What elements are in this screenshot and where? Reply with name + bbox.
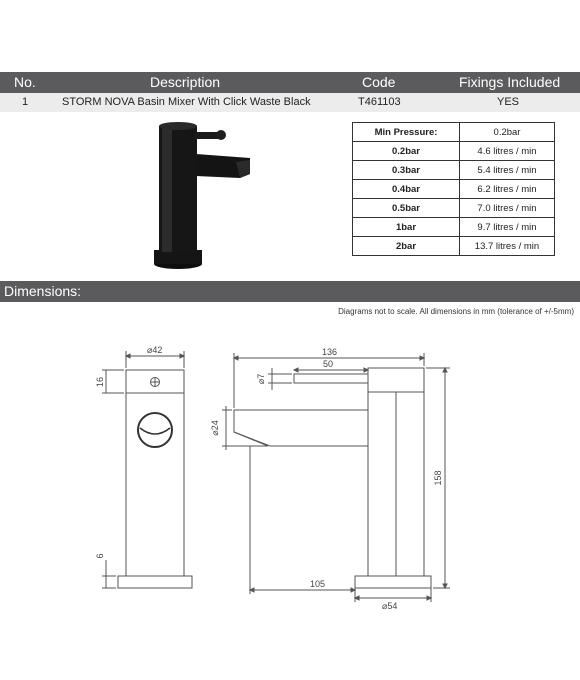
product-code: T461103 <box>358 96 401 108</box>
front-view <box>102 351 192 588</box>
flow-rate: 9.7 litres / min <box>460 218 555 237</box>
flow-rate: 7.0 litres / min <box>460 199 555 218</box>
side-base-dia-label: ⌀54 <box>382 601 398 611</box>
flow-rate: 6.2 litres / min <box>460 180 555 199</box>
side-handle-length-label: 50 <box>323 359 334 369</box>
flow-rate: 4.6 litres / min <box>460 142 555 161</box>
dimensions-note: Diagrams not to scale. All dimensions in mm (tolerance of +/-5mm) <box>338 307 574 316</box>
flow-pressure: 0.4bar <box>353 180 460 199</box>
flow-pressure: 0.3bar <box>353 161 460 180</box>
flow-pressure: 1bar <box>353 218 460 237</box>
dimensions-title: Dimensions: <box>4 283 82 299</box>
product-fixings: YES <box>497 96 520 108</box>
side-handle-dia-label: ⌀7 <box>256 373 266 385</box>
side-reach-label: 105 <box>310 579 326 589</box>
product-no: 1 <box>22 96 29 108</box>
side-overall-length-label: 136 <box>322 347 338 357</box>
flow-rate: 0.2bar <box>460 123 555 142</box>
col-no-header: No. <box>14 74 36 90</box>
col-description-header: Description <box>150 74 221 90</box>
flow-pressure: 0.2bar <box>353 142 460 161</box>
side-height-label: 158 <box>433 470 443 486</box>
flow-pressure: Min Pressure: <box>353 123 460 142</box>
flow-pressure: 2bar <box>353 237 460 256</box>
flow-rate: 5.4 litres / min <box>460 161 555 180</box>
front-width-label: ⌀42 <box>147 345 163 355</box>
side-spout-dia-label: ⌀24 <box>210 420 220 436</box>
product-description: STORM NOVA Basin Mixer With Click Waste Black <box>62 96 311 108</box>
front-top-height-label: 16 <box>95 376 105 388</box>
side-view <box>222 353 450 602</box>
col-code-header: Code <box>362 74 396 90</box>
front-base-height-label: 6 <box>95 553 105 559</box>
flow-rate: 13.7 litres / min <box>460 237 555 256</box>
col-fixings-header: Fixings Included <box>459 74 561 90</box>
flow-pressure: 0.5bar <box>353 199 460 218</box>
